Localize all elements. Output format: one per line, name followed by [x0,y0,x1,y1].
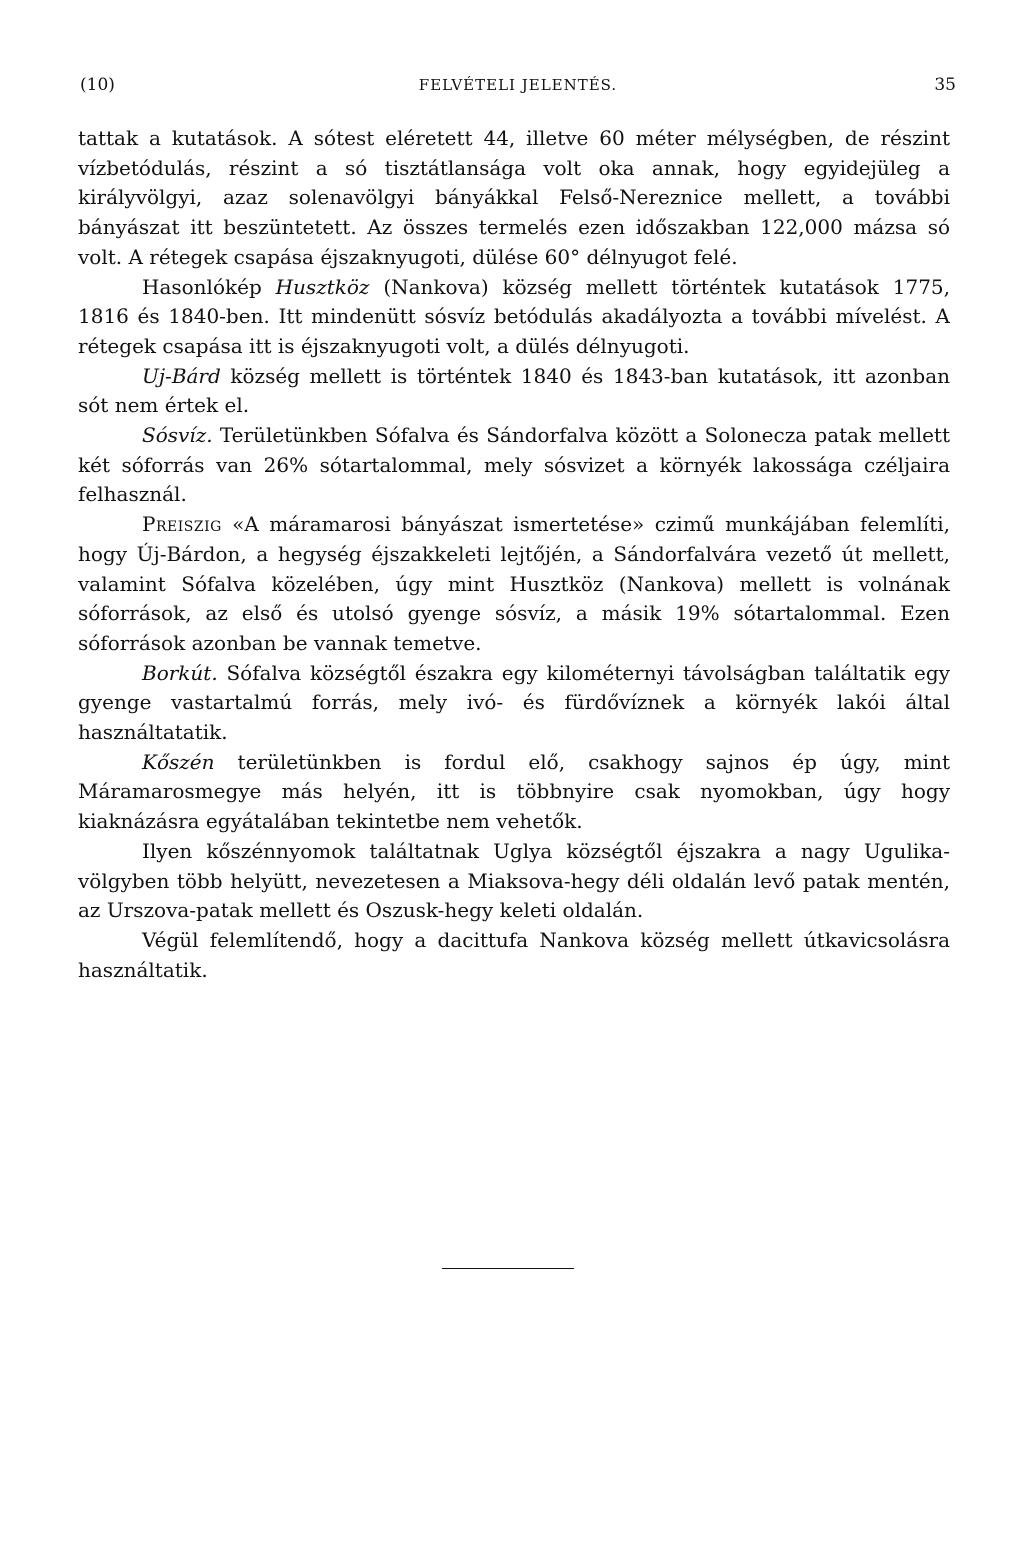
place-name: Uj-Bárd [142,363,221,388]
section-end-rule [442,1268,574,1269]
running-header [80,70,956,100]
page-number: 35 [934,75,956,95]
topic-heading: Sósvíz. [142,423,213,448]
paragraph-text: «A máramarosi bányászat ismertetése» czimű munkájában felemlíti, hogy Új-Bárdon, a hegység éjszakkeleti lejtőjén, a Sándorfalvára vezető út mellett, valamint Sófalva közelében, úgy mint Husztköz (Nankova) mellett is volnának sóforrások, az első és utolsó gyenge sósvíz, a másik 19% sótartalommal. Ezen sóforrások azonban be vannak temetve. [78,512,950,655]
paragraph-husztkoz [78,273,950,362]
paragraph-sosviz [78,421,950,510]
paragraph-continuation: tattak a kutatások. A sótest eléretett 44, illetve 60 méter mélységben, de részint vízbetódulás, részint a só tisztátlansága volt oka annak, hogy egyidejüleg a királyvölgyi, azaz solenavölgyi bányákkal Felső-Nereznice mellett, a további bányászat itt beszüntetett. Az összes termelés ezen időszakban 122,000 mázsa só volt. A rétegek csapása éjszaknyugoti, dülése 60° délnyugot felé. [78,126,950,269]
paragraph-uj-bard [78,362,950,421]
paragraph-koszen [78,748,950,837]
author-name: Preiszig [142,512,222,537]
paragraph-dacittufa: Végül felemlítendő, hogy a dacittufa Nankova község mellett útkavicsolásra használtatik. [78,927,950,982]
section-number: (10) [80,75,115,95]
paragraph-preiszig [78,510,950,659]
paragraph-text: Területünkben Sófalva és Sándorfalva között a Solonecza patak mellett két sóforrás van 26% sótartalommal, mely sósvizet a környék lakossága czéljaira felhasznál. [78,423,950,507]
topic-heading: Kőszén [142,749,215,774]
paragraph-text: területünkben is fordul elő, csakhogy sajnos ép úgy, mint Máramarosmegye más helyén, itt is többnyire csak nyomokban, úgy hogy kiaknázásra egyátalában tekintetbe nem vehetők. [78,749,950,834]
paragraph-text: község mellett is történtek 1840 és 1843-ban kutatások, itt azonban sót nem értek el. [78,363,950,418]
paragraph-text: Sófalva községtől északra egy kilométernyi távolságban találtatik egy gyenge vastartalmú forrás, mely ivó- és fürdővíznek a környék lakói által használtatatik. [78,660,950,745]
place-name: Husztköz [275,274,370,299]
paragraph-text: (Nankova) község mellett történtek kutatások 1775, 1816 és 1840-ben. Itt mindenütt sósvíz betódulás akadályozta a további mívelést. A rétegek csapása itt is éjszaknyugoti volt, a dülés délnyugoti. [78,274,950,358]
running-title: FELVÉTELI JELENTÉS. [418,76,618,94]
body-text [78,124,950,985]
paragraph-borkut [78,659,950,748]
topic-heading: Borkút. [142,660,218,685]
paragraph-koszennyomok: Ilyen kőszénnyomok találtatnak Uglya községtől éjszakra a nagy Ugulika-völgyben több helyütt, nevezetesen a Miaksova-hegy déli oldalán levő patak mentén, az Urszova-patak mellett és Oszusk-hegy keleti oldalán. [78,838,950,923]
paragraph-text: Hasonlókép [142,274,276,299]
